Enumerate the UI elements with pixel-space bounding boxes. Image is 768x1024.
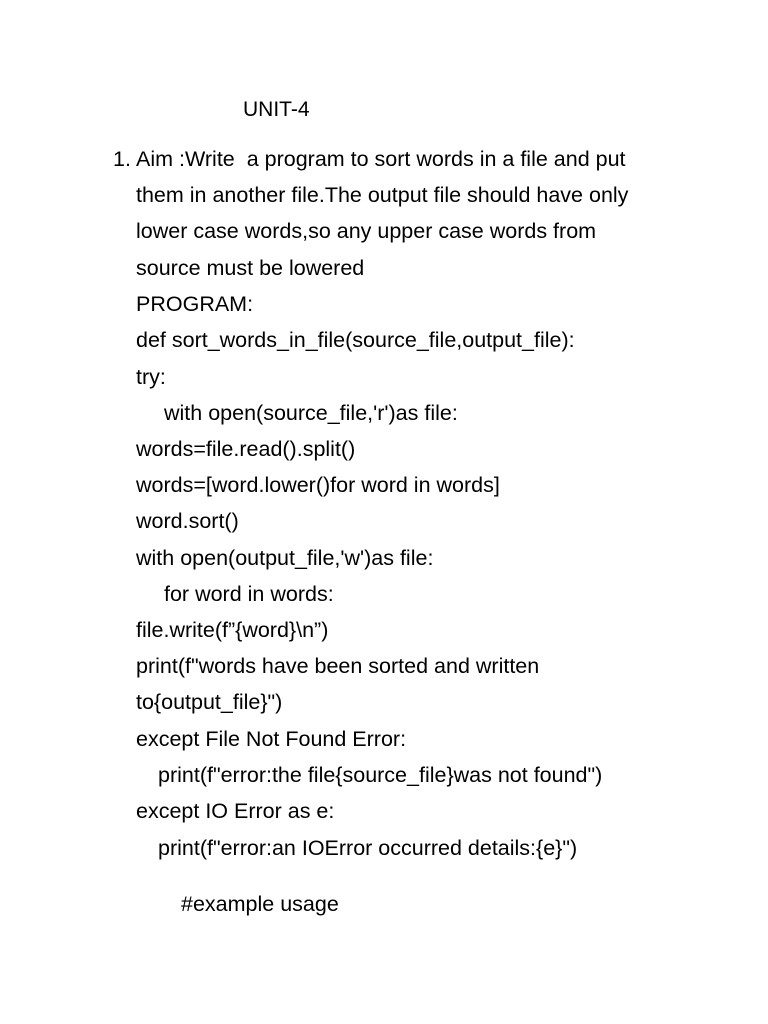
code-comment-example: #example usage	[181, 892, 339, 916]
aim-line-1: Aim :Write a program to sort words in a file and put	[136, 147, 626, 171]
code-line-for: for word in words:	[164, 582, 334, 606]
code-line-print-1: print(f"words have been sorted and written	[136, 654, 540, 678]
code-line-open-read: with open(source_file,'r')as file:	[164, 401, 458, 425]
code-line-sort: word.sort()	[136, 509, 239, 533]
code-line-write: file.write(f”{word}\n”)	[136, 618, 329, 642]
code-line-print-2: to{output_file}")	[136, 690, 283, 714]
aim-line-4: source must be lowered	[136, 256, 365, 280]
code-line-split: words=file.read().split()	[136, 437, 356, 461]
code-line-print-io: print(f"error:an IOError occurred details:{e}")	[158, 836, 578, 860]
aim-line-2: them in another file.The output file should have only	[136, 183, 629, 207]
code-line-try: try:	[136, 365, 166, 389]
code-line-print-fnf: print(f"error:the file{source_file}was not found")	[158, 763, 603, 787]
code-line-except-io: except IO Error as e:	[136, 799, 335, 823]
list-item-number: 1.	[113, 147, 131, 171]
aim-line-3: lower case words,so any upper case words from	[136, 219, 597, 243]
code-line-def: def sort_words_in_file(source_file,output_file):	[136, 328, 575, 352]
code-line-lower: words=[word.lower()for word in words]	[136, 473, 500, 497]
unit-heading: UNIT-4	[243, 98, 310, 121]
code-line-open-write: with open(output_file,'w')as file:	[136, 546, 434, 570]
code-line-except-fnf: except File Not Found Error:	[136, 727, 407, 751]
program-label: PROGRAM:	[136, 292, 254, 316]
